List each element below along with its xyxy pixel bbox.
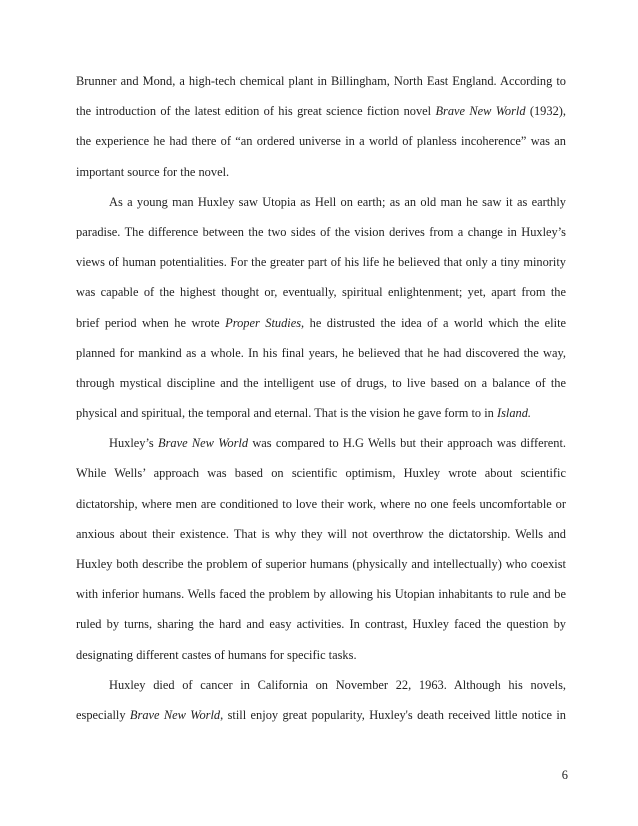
text-segment: he distrusted the idea of a world which the elite	[304, 315, 567, 330]
text-segment: As a young man Huxley saw Utopia as Hell on earth; as an old man he saw it as earthly	[109, 194, 566, 209]
text-line	[76, 187, 566, 217]
italic-title: Island.	[496, 406, 532, 421]
text-segment: , still enjoy great popularity, Huxley's death received little notice in	[220, 707, 567, 722]
text-segment: Huxley’s	[109, 436, 159, 451]
text-segment: the experience he had there of “an ordered universe in a world of planless incoherence” was an	[76, 134, 566, 149]
text-line	[76, 338, 566, 368]
text-segment: brief period when he wrote	[76, 315, 226, 330]
body-text	[76, 66, 566, 730]
text-line	[76, 308, 566, 338]
text-line	[76, 579, 566, 609]
page-number: 6	[561, 768, 568, 782]
text-segment: Huxley both describe the problem of superior humans (physically and intellectually) who coexist	[76, 557, 566, 571]
text-line	[76, 640, 566, 670]
text-segment: designating different castes of humans for specific tasks.	[76, 647, 357, 662]
text-line	[76, 96, 566, 126]
text-line	[76, 609, 566, 639]
text-line	[76, 549, 566, 579]
text-line	[76, 670, 566, 700]
text-segment: While Wells’ approach was based on scientific optimism, Huxley wrote about scientific	[76, 466, 566, 481]
text-line	[76, 398, 566, 428]
text-segment: Brunner and Mond, a high-tech chemical plant in Billingham, North East England. According to	[76, 74, 566, 88]
text-segment: (1932),	[525, 104, 566, 119]
italic-title: Brave New World	[129, 707, 221, 722]
italic-title: Brave New World	[158, 436, 249, 451]
text-line	[76, 217, 566, 247]
text-segment: physical and spiritual, the temporal and eternal. That is the vision he gave form to in	[76, 406, 497, 421]
text-segment: paradise. The difference between the two sides of the vision derives from a change in Huxley’s	[76, 224, 566, 239]
text-line	[76, 368, 566, 398]
text-segment: through mystical discipline and the intelligent use of drugs, to live based on a balance of the	[76, 375, 566, 390]
text-line	[76, 157, 566, 187]
text-segment: anxious about their existence. That is why they will not overthrow the dictatorship. Wells and	[76, 526, 566, 541]
text-line	[76, 126, 566, 156]
text-line	[76, 66, 566, 96]
text-segment: was capable of the highest thought or, eventually, spiritual enlightenment; yet, apart from the	[76, 285, 566, 300]
text-line	[76, 489, 566, 519]
text-segment: views of human potentialities. For the greater part of his life he believed that only a tiny minority	[76, 255, 566, 270]
text-segment: with inferior humans. Wells faced the problem by allowing his Utopian inhabitants to rule and be	[76, 587, 566, 602]
text-segment: dictatorship, where men are conditioned to love their work, where no one feels uncomfortable or	[76, 496, 566, 511]
text-line	[76, 519, 566, 549]
italic-title: Proper Studies,	[225, 315, 305, 330]
text-line	[76, 428, 566, 458]
text-line	[76, 700, 566, 730]
text-line	[76, 247, 566, 277]
text-line	[76, 458, 566, 488]
text-segment: was compared to H.G Wells but their approach was different.	[248, 436, 567, 451]
text-segment: the introduction of the latest edition of his great science fiction novel	[76, 104, 436, 119]
text-segment: especially	[76, 707, 130, 722]
text-segment: Huxley died of cancer in California on November 22, 1963. Although his novels,	[109, 677, 566, 692]
text-line	[76, 277, 566, 307]
text-segment: planned for mankind as a whole. In his final years, he believed that he had discovered the way,	[76, 345, 566, 360]
italic-title: Brave New World	[435, 104, 526, 119]
text-segment: important source for the novel.	[76, 164, 230, 179]
text-segment: ruled by turns, sharing the hard and easy activities. In contrast, Huxley faced the question by	[76, 617, 566, 632]
